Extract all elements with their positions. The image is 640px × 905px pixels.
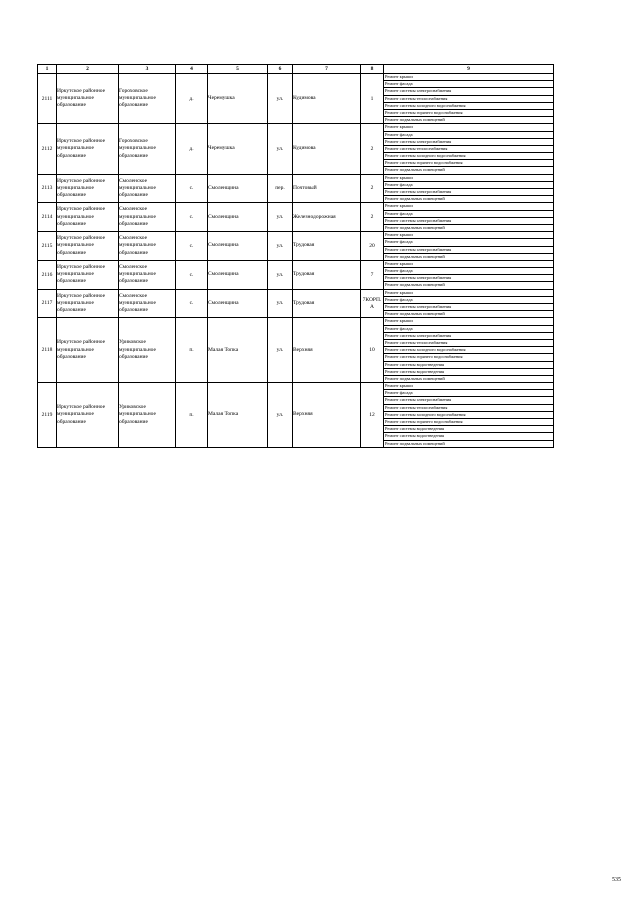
- settlement-cell: Черемушка: [208, 74, 268, 124]
- street-cell: Трудовая: [293, 232, 361, 261]
- header-col-9: 9: [384, 65, 554, 74]
- settlement-cell: Смоленщина: [208, 174, 268, 203]
- street-cell: Верхняя: [293, 318, 361, 383]
- work-item: Ремонт системы холодного водоснабжения: [384, 103, 553, 110]
- street-type-cell: ул.: [268, 318, 293, 383]
- municipality-cell: Смоленское муниципальное образование: [119, 203, 176, 232]
- work-item: Ремонт подвальных помещений: [385, 224, 445, 230]
- works-cell: [384, 260, 554, 289]
- house-cell: 7: [361, 260, 384, 289]
- work-item: Ремонт системы электроснабжения: [384, 88, 553, 95]
- district-cell: Иркутское районное муниципальное образование: [57, 203, 119, 232]
- work-item: Ремонт крыши: [384, 261, 553, 268]
- work-item: Ремонт системы электроснабжения: [384, 304, 553, 311]
- settlement-type-cell: д.: [176, 124, 208, 174]
- works-cell: [384, 124, 554, 174]
- house-cell: 2: [361, 203, 384, 232]
- district-cell: Иркутское районное муниципальное образование: [57, 260, 119, 289]
- settlement-type-cell: п.: [176, 318, 208, 383]
- work-item: Ремонт системы водоотведения: [384, 362, 553, 369]
- street-cell: Трудовая: [293, 260, 361, 289]
- street-cell: Верхняя: [293, 383, 361, 448]
- work-item: Ремонт системы теплоснабжения: [384, 405, 553, 412]
- works-cell: [384, 289, 554, 318]
- municipality-cell: Уриковское муниципальное образование: [119, 383, 176, 448]
- house-cell: 12: [361, 383, 384, 448]
- header-row: [38, 65, 554, 74]
- works-cell: [384, 174, 554, 203]
- district-cell: Иркутское районное муниципальное образование: [57, 124, 119, 174]
- work-item: Ремонт системы электроснабжения: [384, 333, 553, 340]
- house-cell: 2: [361, 124, 384, 174]
- work-item: Ремонт системы горячего водоснабжения: [384, 110, 553, 117]
- work-item: Ремонт крыши: [384, 232, 553, 239]
- row-number: 2113: [38, 174, 57, 203]
- work-item: Ремонт системы электроснабжения: [384, 275, 553, 282]
- row-number: 2117: [38, 289, 57, 318]
- work-item: Ремонт крыши: [384, 175, 553, 182]
- house-cell: 20: [361, 232, 384, 261]
- street-cell: Кудимова: [293, 74, 361, 124]
- work-item: Ремонт системы электроснабжения: [384, 189, 553, 196]
- row-number: 2114: [38, 203, 57, 232]
- work-item: Ремонт подвальных помещений: [385, 196, 445, 202]
- header-col-2: 2: [57, 65, 119, 74]
- row-number: 2115: [38, 232, 57, 261]
- settlement-type-cell: с.: [176, 203, 208, 232]
- header-col-4: 4: [176, 65, 208, 74]
- table-row: [38, 124, 554, 174]
- work-item: Ремонт подвальных помещений: [385, 282, 445, 288]
- row-number: 2116: [38, 260, 57, 289]
- work-item: Ремонт фасада: [384, 239, 553, 246]
- row-number: 2119: [38, 383, 57, 448]
- works-cell: [384, 318, 554, 383]
- work-item: Ремонт крыши: [384, 383, 553, 390]
- work-item: Ремонт системы горячего водоснабжения: [384, 160, 553, 167]
- work-item: Ремонт системы водоотведения: [384, 433, 553, 440]
- district-cell: Иркутское районное муниципальное образование: [57, 174, 119, 203]
- street-type-cell: ул.: [268, 383, 293, 448]
- work-item: Ремонт системы электроснабжения: [384, 218, 553, 225]
- work-item: Ремонт фасада: [384, 211, 553, 218]
- work-item: Ремонт системы электроснабжения: [384, 397, 553, 404]
- settlement-type-cell: с.: [176, 232, 208, 261]
- settlement-type-cell: д.: [176, 74, 208, 124]
- work-item: Ремонт подвальных помещений: [385, 375, 445, 381]
- works-cell: [384, 383, 554, 448]
- register-table: [37, 64, 554, 448]
- municipality-cell: Уриковское муниципальное образование: [119, 318, 176, 383]
- work-item: Ремонт системы горячего водоснабжения: [384, 354, 553, 361]
- row-number: 2112: [38, 124, 57, 174]
- header-col-5: 5: [208, 65, 268, 74]
- municipality-cell: Смоленское муниципальное образование: [119, 232, 176, 261]
- work-item: Ремонт крыши: [384, 203, 553, 210]
- work-item: Ремонт подвальных помещений: [385, 440, 445, 446]
- work-item: Ремонт фасада: [384, 81, 553, 88]
- table-row: [38, 203, 554, 232]
- district-cell: Иркутское районное муниципальное образование: [57, 74, 119, 124]
- work-item: Ремонт фасада: [384, 390, 553, 397]
- work-item: Ремонт крыши: [384, 124, 553, 131]
- work-item: Ремонт подвальных помещений: [385, 253, 445, 259]
- street-type-cell: ул.: [268, 260, 293, 289]
- header-col-8: 8: [361, 65, 384, 74]
- work-item: Ремонт системы горячего водоснабжения: [384, 419, 553, 426]
- settlement-cell: Малая Топка: [208, 318, 268, 383]
- street-type-cell: ул.: [268, 74, 293, 124]
- table-row: [38, 383, 554, 448]
- settlement-type-cell: п.: [176, 383, 208, 448]
- table-body: [38, 74, 554, 448]
- table-row: [38, 232, 554, 261]
- street-type-cell: ул.: [268, 203, 293, 232]
- work-item: Ремонт системы теплоснабжения: [384, 146, 553, 153]
- work-item: Ремонт системы водоотведения: [384, 426, 553, 433]
- work-item: Ремонт системы теплоснабжения: [384, 96, 553, 103]
- house-cell: 10: [361, 318, 384, 383]
- works-cell: [384, 203, 554, 232]
- street-type-cell: пер.: [268, 174, 293, 203]
- table-row: [38, 289, 554, 318]
- settlement-cell: Смоленщина: [208, 289, 268, 318]
- table-row: [38, 74, 554, 124]
- settlement-type-cell: с.: [176, 174, 208, 203]
- table-row: [38, 260, 554, 289]
- settlement-cell: Черемушка: [208, 124, 268, 174]
- work-item: Ремонт подвальных помещений: [385, 167, 445, 173]
- municipality-cell: Гороховское муниципальное образование: [119, 124, 176, 174]
- row-number: 2118: [38, 318, 57, 383]
- works-cell: [384, 74, 554, 124]
- house-cell: 2: [361, 174, 384, 203]
- table-row: [38, 318, 554, 383]
- settlement-cell: Малая Топка: [208, 383, 268, 448]
- header-col-1: 1: [38, 65, 57, 74]
- street-type-cell: ул.: [268, 232, 293, 261]
- work-item: Ремонт фасада: [384, 132, 553, 139]
- house-cell: 7КОРП. А: [361, 289, 384, 318]
- street-cell: Кудимова: [293, 124, 361, 174]
- street-type-cell: ул.: [268, 124, 293, 174]
- work-item: Ремонт крыши: [384, 290, 553, 297]
- work-item: Ремонт системы холодного водоснабжения: [384, 347, 553, 354]
- work-item: Ремонт фасада: [384, 268, 553, 275]
- work-item: Ремонт фасада: [384, 182, 553, 189]
- municipality-cell: Смоленское муниципальное образование: [119, 174, 176, 203]
- municipality-cell: Гороховское муниципальное образование: [119, 74, 176, 124]
- municipality-cell: Смоленское муниципальное образование: [119, 260, 176, 289]
- district-cell: Иркутское районное муниципальное образование: [57, 383, 119, 448]
- page-number: 535: [612, 877, 621, 883]
- settlement-cell: Смоленщина: [208, 260, 268, 289]
- district-cell: Иркутское районное муниципальное образование: [57, 318, 119, 383]
- district-cell: Иркутское районное муниципальное образование: [57, 232, 119, 261]
- header-col-7: 7: [293, 65, 361, 74]
- header-col-3: 3: [119, 65, 176, 74]
- settlement-type-cell: с.: [176, 289, 208, 318]
- work-item: Ремонт фасада: [384, 297, 553, 304]
- street-cell: Железнодорожная: [293, 203, 361, 232]
- street-cell: Трудовая: [293, 289, 361, 318]
- settlement-type-cell: с.: [176, 260, 208, 289]
- work-item: Ремонт фасада: [384, 326, 553, 333]
- work-item: Ремонт системы электроснабжения: [384, 139, 553, 146]
- row-number: 2111: [38, 74, 57, 124]
- work-item: Ремонт крыши: [384, 74, 553, 81]
- work-item: Ремонт системы теплоснабжения: [384, 340, 553, 347]
- work-item: Ремонт системы электроснабжения: [384, 247, 553, 254]
- header-col-6: 6: [268, 65, 293, 74]
- work-item: Ремонт крыши: [384, 318, 553, 325]
- work-item: Ремонт подвальных помещений: [385, 311, 445, 317]
- table-row: [38, 174, 554, 203]
- settlement-cell: Смоленщина: [208, 203, 268, 232]
- work-item: Ремонт подвальных помещений: [385, 117, 445, 123]
- district-cell: Иркутское районное муниципальное образование: [57, 289, 119, 318]
- street-type-cell: ул.: [268, 289, 293, 318]
- house-cell: 1: [361, 74, 384, 124]
- municipality-cell: Смоленское муниципальное образование: [119, 289, 176, 318]
- street-cell: Почтовый: [293, 174, 361, 203]
- works-cell: [384, 232, 554, 261]
- work-item: Ремонт системы холодного водоснабжения: [384, 153, 553, 160]
- work-item: Ремонт системы водоотведения: [384, 369, 553, 376]
- work-item: Ремонт системы холодного водоснабжения: [384, 412, 553, 419]
- settlement-cell: Смоленщина: [208, 232, 268, 261]
